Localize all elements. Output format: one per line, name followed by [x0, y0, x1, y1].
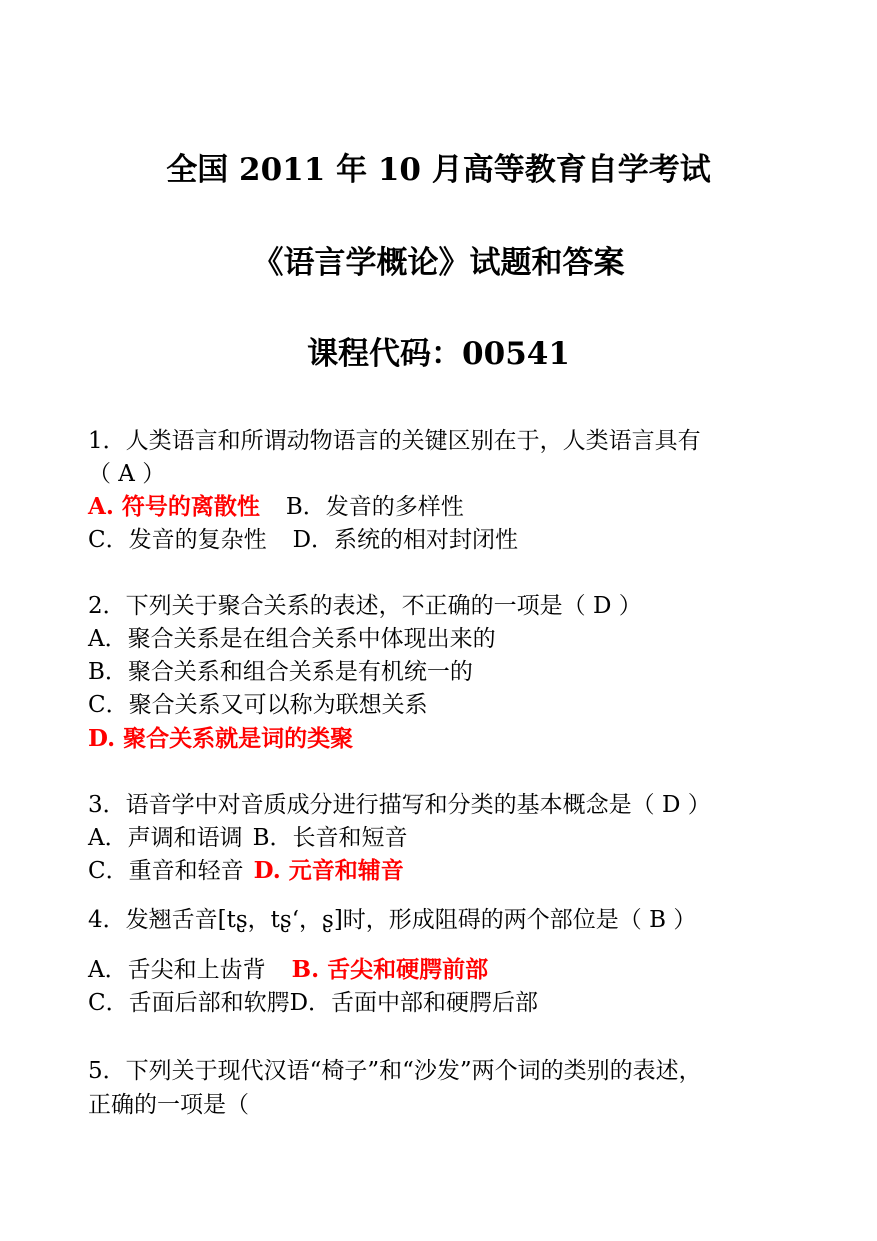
question-3-option-c: C．重音和轻音 [88, 858, 244, 884]
question-2-option-d: D. 聚合关系就是词的类聚 [88, 725, 354, 752]
question-3-options-row-2 [88, 856, 404, 886]
question-3-option-d: D. 元音和辅音 [253, 857, 404, 884]
question-2-option-a: A．聚合关系是在组合关系中体现出来的 [88, 626, 496, 652]
course-code: 课程代码：00541 [307, 336, 570, 372]
question-4-option-a: A．舌尖和上齿背 [88, 957, 266, 983]
question-4-option-c: C．舌面后部和软腭 [88, 990, 290, 1016]
exam-subtitle: 《语言学概论》试题和答案 [252, 245, 625, 281]
question-2-option-c: C．聚合关系又可以称为联想关系 [88, 692, 428, 718]
question-1-option-c: C．发音的复杂性 [88, 527, 267, 553]
question-2-stem: 2．下列关于聚合关系的表述，不正确的一项是（ D ） [88, 593, 642, 619]
question-1-option-d: D．系统的相对封闭性 [292, 527, 519, 553]
question-1-stem: 1．人类语言和所谓动物语言的关键区别在于，人类语言具有 [88, 428, 701, 454]
question-1-options-row-2 [88, 525, 518, 555]
question-4-stem-suffix: 时，形成阻碍的两个部位是（ B ） [342, 907, 697, 933]
question-3-stem: 3．语音学中对音质成分进行描写和分类的基本概念是（ D ） [88, 792, 711, 818]
question-3-options-row-1 [88, 823, 408, 853]
question-5-stem: 5．下列关于现代汉语“椅子”和“沙发”两个词的类别的表述， [88, 1058, 702, 1084]
exam-title: 全国 2011 年 10 月高等教育自学考试 [166, 152, 711, 188]
question-5-stem-continued: 正确的一项是（ [88, 1092, 249, 1118]
question-4-ipa: [tʂ，tʂʻ，ʂ] [217, 907, 343, 933]
question-4-options-row-2 [88, 988, 538, 1018]
question-1-option-a: A. 符号的离散性 [88, 493, 260, 520]
question-1-answer: （ A ） [88, 461, 166, 487]
question-1-options-row-1 [88, 492, 464, 522]
question-3-option-b: B．长音和短音 [252, 825, 408, 851]
question-1-option-b: B．发音的多样性 [285, 494, 464, 520]
question-4-option-b: B. 舌尖和硬腭前部 [291, 956, 489, 983]
question-4-option-d: D．舌面中部和硬腭后部 [289, 990, 539, 1016]
question-4-options-row-1 [88, 955, 488, 985]
question-4-stem-prefix: 4．发翘舌音 [88, 907, 218, 933]
question-2-option-b: B．聚合关系和组合关系是有机统一的 [88, 659, 473, 685]
question-3-option-a: A．声调和语调 [88, 825, 243, 851]
question-4-stem [88, 905, 696, 935]
